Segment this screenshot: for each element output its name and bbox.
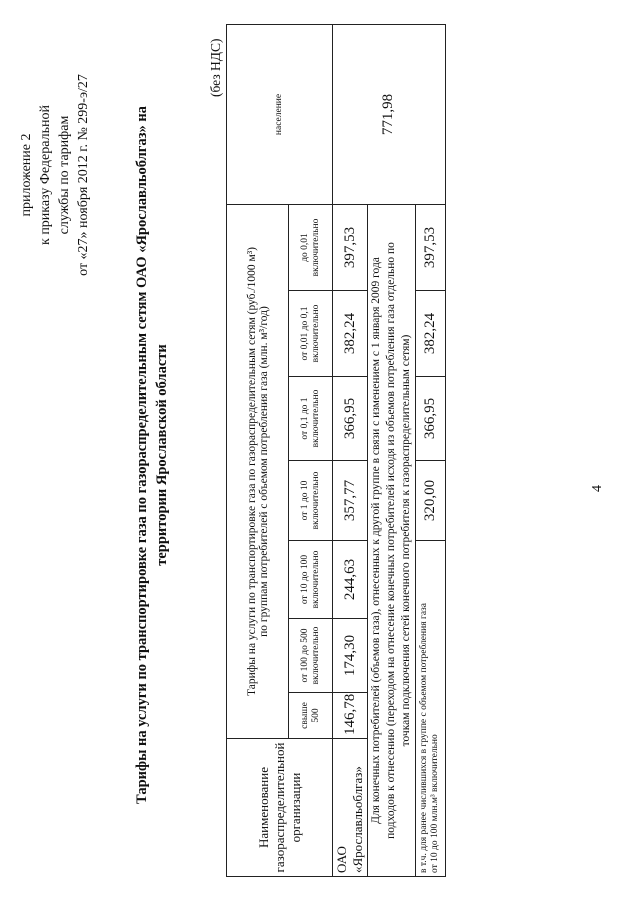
sub-row-label-line-2: от 10 до 100 млн.м³ включительно <box>430 734 441 873</box>
appendix-line-1: приложение 2 <box>19 133 34 217</box>
appendix-line-2: к приказу Федеральной <box>37 105 53 245</box>
group-header: свыше 500 <box>289 693 333 739</box>
tariff-value-cell: 397,53 <box>333 204 368 290</box>
page-number: 4 <box>590 485 605 492</box>
tariff-table <box>226 24 446 877</box>
tariff-group-header <box>227 204 289 738</box>
population-tariff-cell: 771,98 <box>333 24 446 204</box>
appendix-line-4: от «27» ноября 2012 г. № 299-э/27 <box>75 74 91 276</box>
group-header: от 0,01 до 0,1 включительно <box>289 291 333 377</box>
tariff-group-header-line-1: Тарифы на услуги по транспортировке газа по газораспределительным сетям (руб./1000 м³) <box>245 247 258 696</box>
org-column-header: Наименование газораспределительной организации <box>227 739 333 877</box>
group-header: от 1 до 10 включительно <box>289 461 333 541</box>
tariff-value-cell: 366,95 <box>333 377 368 461</box>
appendix-line-3: службы по тарифам <box>56 115 72 235</box>
tariff-value-cell: 244,63 <box>333 541 368 619</box>
sub-tariff-value-cell: 382,24 <box>415 291 445 377</box>
tariff-value-cell: 357,77 <box>333 461 368 541</box>
group-header: до 0,01 включительно <box>289 204 333 290</box>
tariff-group-header-line-2: по группам потребителей с объемом потребления газа (млн. м³/год) <box>257 306 270 637</box>
reclassification-note <box>368 204 416 876</box>
note-line-3: точкам подключения сетей конечного потребителя к газораспределительным сетям) <box>399 334 412 747</box>
sub-tariff-value-cell: 320,00 <box>415 461 445 541</box>
vat-note: (без НДС) <box>208 38 223 97</box>
note-line-1: Для конечных потребителей (объемов газа), отнесенных к другой группе в связи с изменением с 1 января 2009 года <box>370 257 382 824</box>
tariff-value-cell: 382,24 <box>333 291 368 377</box>
sub-tariff-value-cell: 366,95 <box>415 377 445 461</box>
group-header: от 10 до 100 включительно <box>289 541 333 619</box>
note-line-2: подходов к отнесению (переходом на отнесение конечных потребителей исходя из объемов потребления газа отдельно по <box>384 242 397 839</box>
sub-row-label-line-1: в т.ч. для ранее числившихся в группе с объемом потребления газа <box>419 602 430 873</box>
sub-tariff-value-cell: 397,53 <box>415 204 445 290</box>
sub-row-label <box>415 541 445 877</box>
document-title <box>132 45 173 865</box>
group-header: от 100 до 500 включительно <box>289 619 333 693</box>
title-line-1: Тарифы на услуги по транспортировке газа по газораспределительным сетям ОАО «Ярославльоблгаз» на <box>134 106 150 804</box>
tariff-value-cell: 174,30 <box>333 619 368 693</box>
appendix-header <box>18 35 94 315</box>
title-line-2: территории Ярославской области <box>154 344 171 566</box>
group-header: от 0,1 до 1 включительно <box>289 377 333 461</box>
population-header: население <box>227 24 333 204</box>
org-name-cell: ОАО «Ярославльоблгаз» <box>333 739 368 877</box>
tariff-value-cell: 146,78 <box>333 693 368 739</box>
